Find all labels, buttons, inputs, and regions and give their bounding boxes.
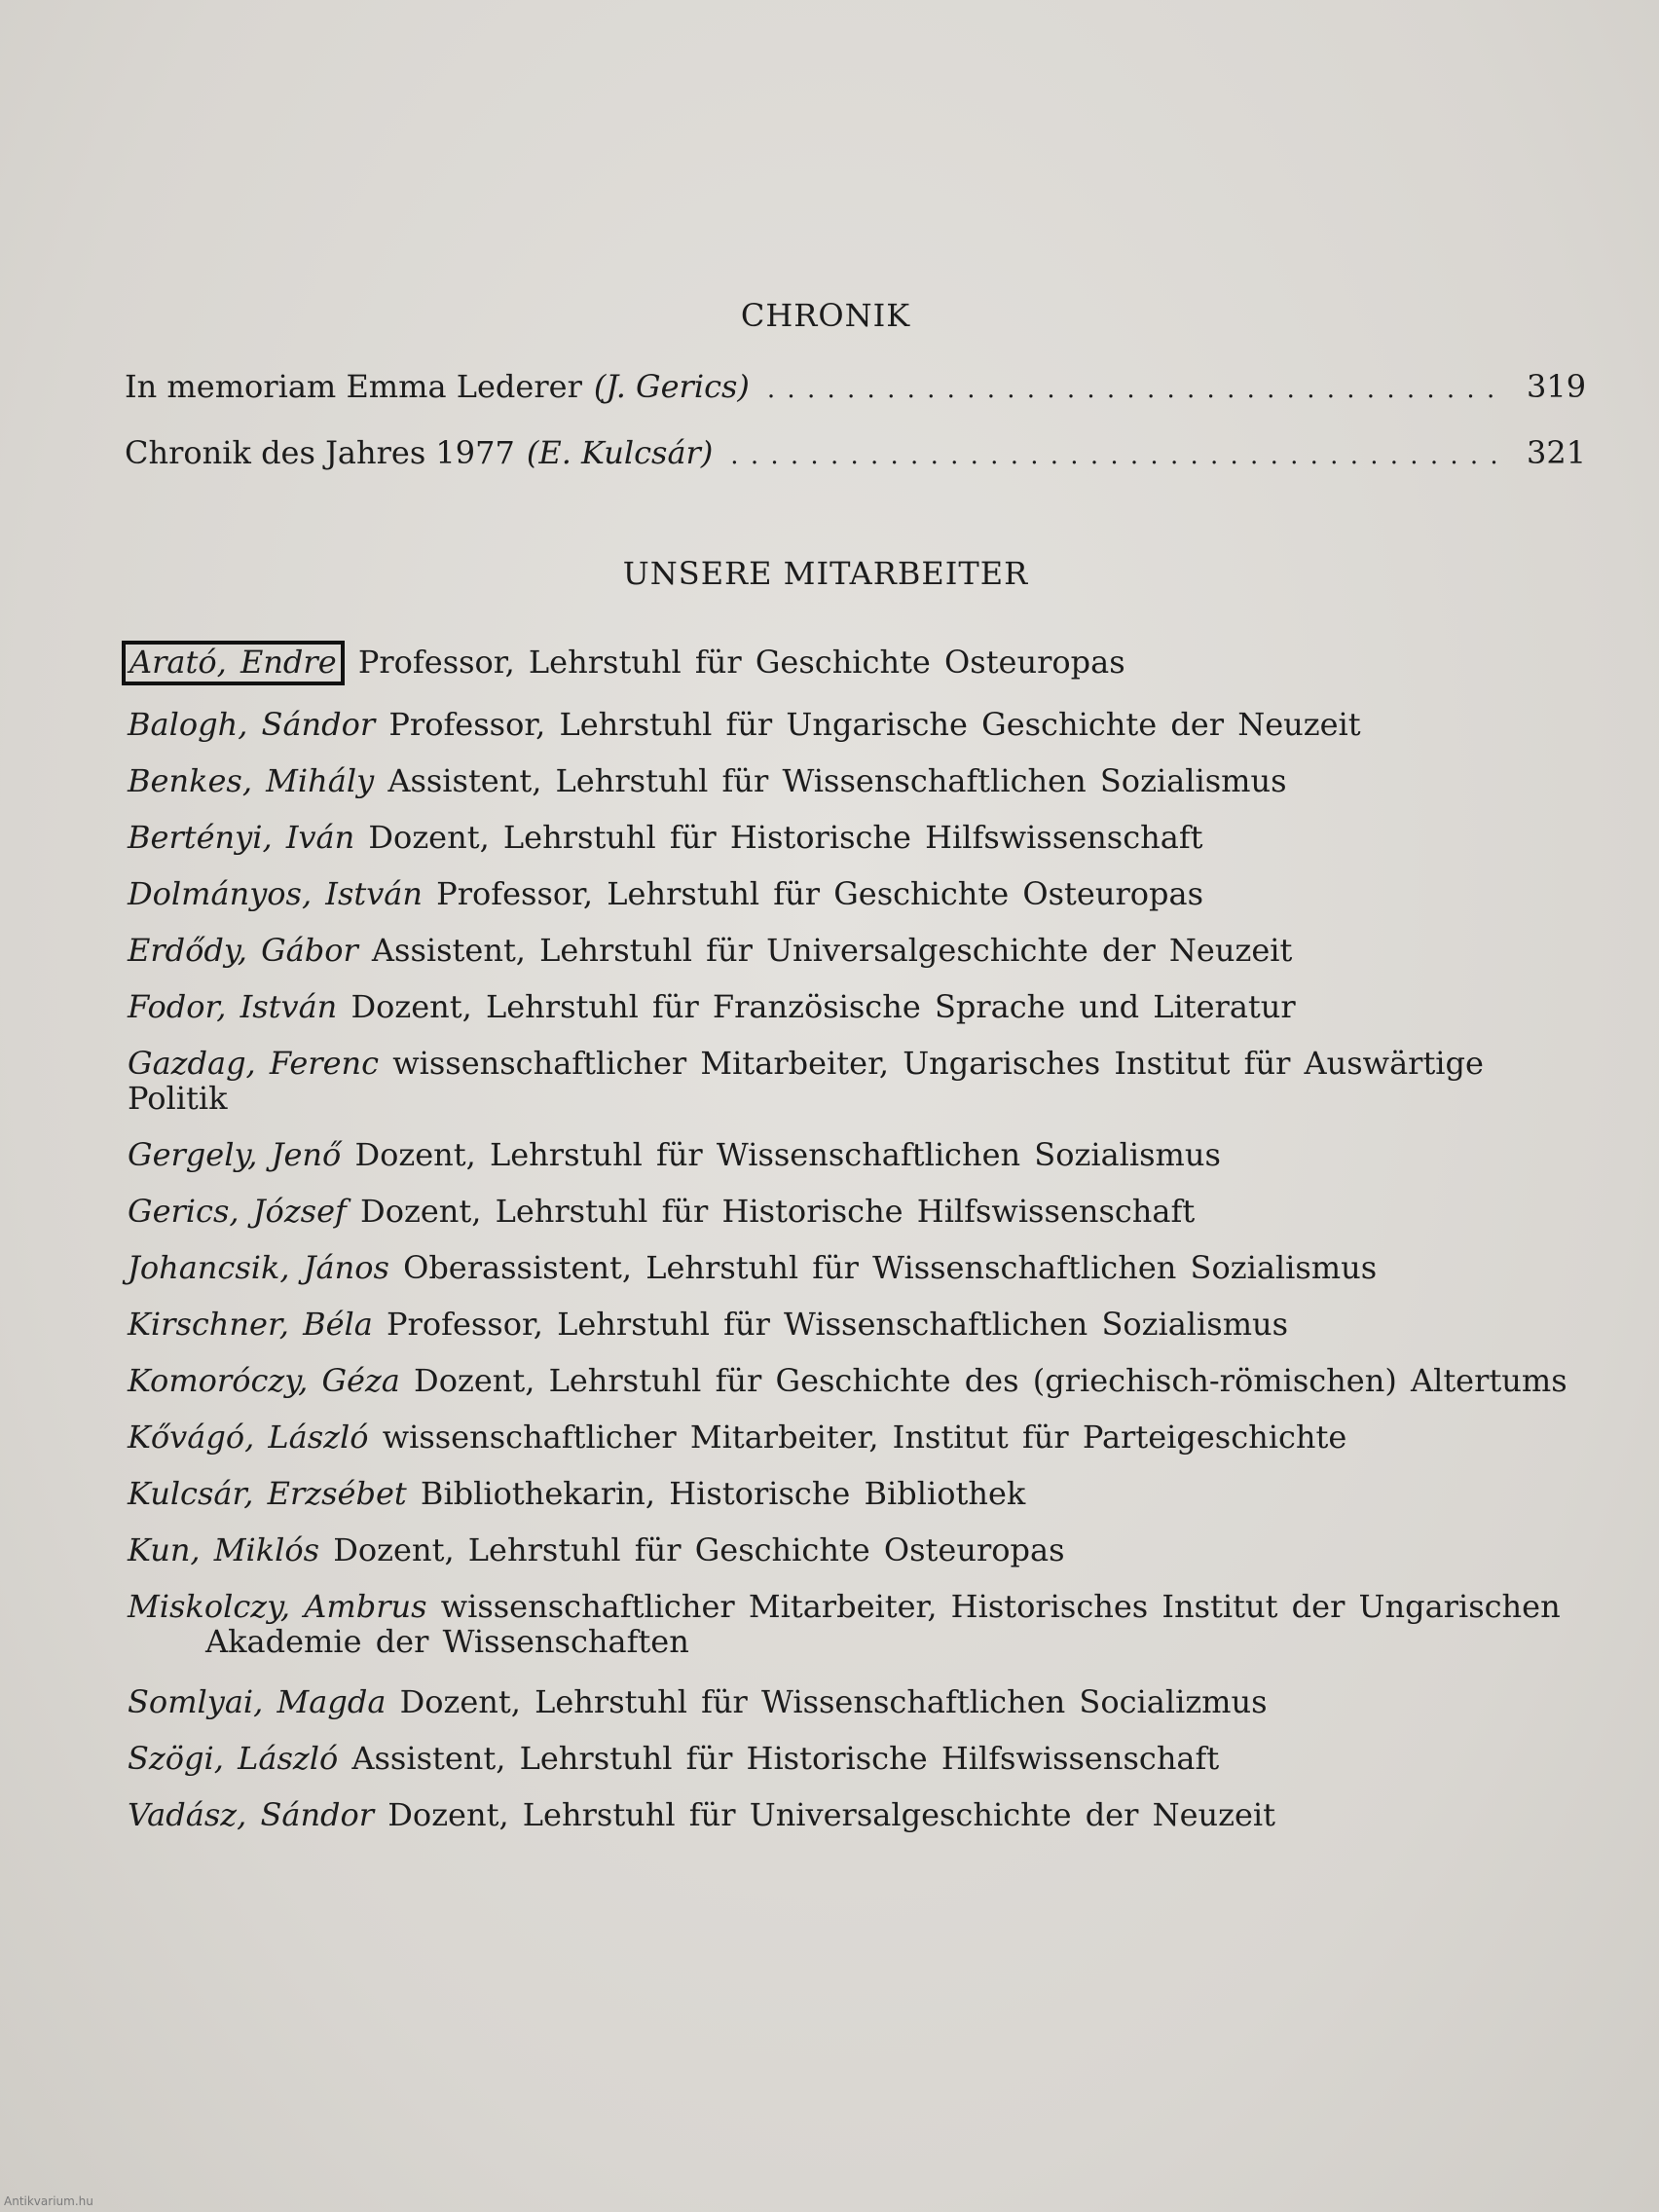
toc-entry-title: Chronik des Jahres 1977: [125, 434, 515, 471]
contributor-name: Gerics, József: [128, 1193, 347, 1230]
contributor-entry: [128, 641, 1588, 685]
contributor-entry: [128, 1684, 1588, 1719]
contributor-name-highlighted: Arató, Endre: [122, 641, 345, 685]
contributor-role: Dozent, Lehrstuhl für Geschichte des (griechisch-römischen) Altertums: [414, 1362, 1567, 1399]
contributor-entry: [128, 1589, 1588, 1659]
contributor-name: Dolmányos, István: [128, 875, 423, 912]
toc-leader-dots: [730, 441, 1499, 470]
contributor-role-continued: Akademie der Wissenschaften: [205, 1623, 689, 1660]
contributor-role: Oberassistent, Lehrstuhl für Wissenschaftlichen Sozialismus: [403, 1249, 1378, 1286]
contributor-role: Dozent, Lehrstuhl für Geschichte Osteuropas: [333, 1531, 1065, 1568]
contributor-name: Balogh, Sándor: [128, 706, 376, 743]
contributor-entry: [128, 989, 1588, 1024]
chronik-heading: CHRONIK: [740, 297, 911, 334]
contributor-role: Dozent, Lehrstuhl für Wissenschaftlichen Socializmus: [399, 1683, 1268, 1720]
contributor-role: wissenschaftlicher Mitarbeiter, Historisches Institut der Ungarischen: [440, 1588, 1561, 1625]
contributor-role: wissenschaftlicher Mitarbeiter, Institut für Parteigeschichte: [382, 1419, 1347, 1456]
contributor-role: Professor, Lehrstuhl für Wissenschaftlichen Sozialismus: [387, 1306, 1289, 1343]
contributor-role: Assistent, Lehrstuhl für Historische Hilfswissenschaft: [351, 1740, 1220, 1777]
mitarbeiter-heading: UNSERE MITARBEITER: [622, 555, 1029, 592]
toc-entry: [125, 368, 1587, 434]
contributor-role: Dozent, Lehrstuhl für Historische Hilfswissenschaft: [360, 1193, 1196, 1230]
contributor-entry: [128, 1137, 1588, 1172]
contributor-entry: [128, 1363, 1588, 1398]
contributor-list: [128, 641, 1588, 1854]
contributor-name: Kulcsár, Erzsébet: [128, 1475, 407, 1512]
contributor-role: Professor, Lehrstuhl für Ungarische Geschichte der Neuzeit: [388, 706, 1361, 743]
toc-entry-author: (E. Kulcsár): [526, 434, 714, 471]
contributor-name: Bertényi, Iván: [128, 819, 355, 856]
contributor-name: Gazdag, Ferenc: [128, 1045, 380, 1082]
contributor-role: Professor, Lehrstuhl für Geschichte Osteuropas: [357, 644, 1125, 681]
contributor-entry: [128, 1797, 1588, 1832]
contributor-name: Szögi, László: [128, 1740, 339, 1777]
contributor-entry: [128, 1532, 1588, 1567]
contributor-name: Benkes, Mihály: [128, 762, 375, 799]
chronik-toc: [125, 368, 1587, 500]
contributor-role: Professor, Lehrstuhl für Geschichte Osteuropas: [436, 875, 1203, 912]
contributor-name: Komoróczy, Géza: [128, 1362, 400, 1399]
contributor-entry: [128, 820, 1588, 855]
contributor-role: wissenschaftlicher Mitarbeiter, Ungarisches Institut für Auswärtige Politik: [128, 1045, 1484, 1117]
contributor-entry: [128, 933, 1588, 968]
contributor-role: Dozent, Lehrstuhl für Französische Sprache und Literatur: [350, 988, 1296, 1025]
contributor-name: Kirschner, Béla: [128, 1306, 373, 1343]
toc-entry-page: 319: [1527, 368, 1587, 405]
contributor-entry: [128, 1307, 1588, 1342]
contributor-role: Dozent, Lehrstuhl für Universalgeschichte der Neuzeit: [387, 1796, 1276, 1833]
contributor-name: Somlyai, Magda: [128, 1683, 387, 1720]
contributor-role: Dozent, Lehrstuhl für Historische Hilfswissenschaft: [368, 819, 1203, 856]
contributor-role: Bibliothekarin, Historische Bibliothek: [420, 1475, 1026, 1512]
contributor-entry: [128, 707, 1588, 742]
contributor-entry: [128, 1194, 1588, 1229]
contributor-role: Dozent, Lehrstuhl für Wissenschaftlichen Sozialismus: [354, 1136, 1221, 1173]
toc-entry: [125, 434, 1587, 500]
watermark: Antikvarium.hu: [4, 2194, 93, 2208]
contributor-name: Fodor, István: [128, 988, 338, 1025]
contributor-entry: [128, 1250, 1588, 1285]
contributor-entry: [128, 1741, 1588, 1776]
contributor-entry: [128, 1419, 1588, 1455]
contributor-entry: [128, 1046, 1588, 1116]
contributor-entry: [128, 876, 1588, 911]
contributor-role: Assistent, Lehrstuhl für Universalgeschichte der Neuzeit: [371, 932, 1293, 969]
toc-entry-title: In memoriam Emma Lederer: [125, 368, 582, 405]
contributor-name: Miskolczy, Ambrus: [128, 1588, 427, 1625]
contributor-entry: [128, 1476, 1588, 1511]
contributor-name: Erdődy, Gábor: [128, 932, 358, 969]
toc-entry-page: 321: [1527, 434, 1587, 471]
contributor-name: Vadász, Sándor: [128, 1796, 375, 1833]
toc-leader-dots: [767, 375, 1499, 404]
contributor-name: Johancsik, János: [128, 1249, 389, 1286]
contributor-name: Kun, Miklós: [128, 1531, 320, 1568]
toc-entry-author: (J. Gerics): [593, 368, 750, 405]
contributor-name: Gergely, Jenő: [128, 1136, 342, 1173]
contributor-entry: [128, 763, 1588, 798]
contributor-name: Kővágó, László: [128, 1419, 369, 1456]
contributor-role: Assistent, Lehrstuhl für Wissenschaftlichen Sozialismus: [387, 762, 1287, 799]
